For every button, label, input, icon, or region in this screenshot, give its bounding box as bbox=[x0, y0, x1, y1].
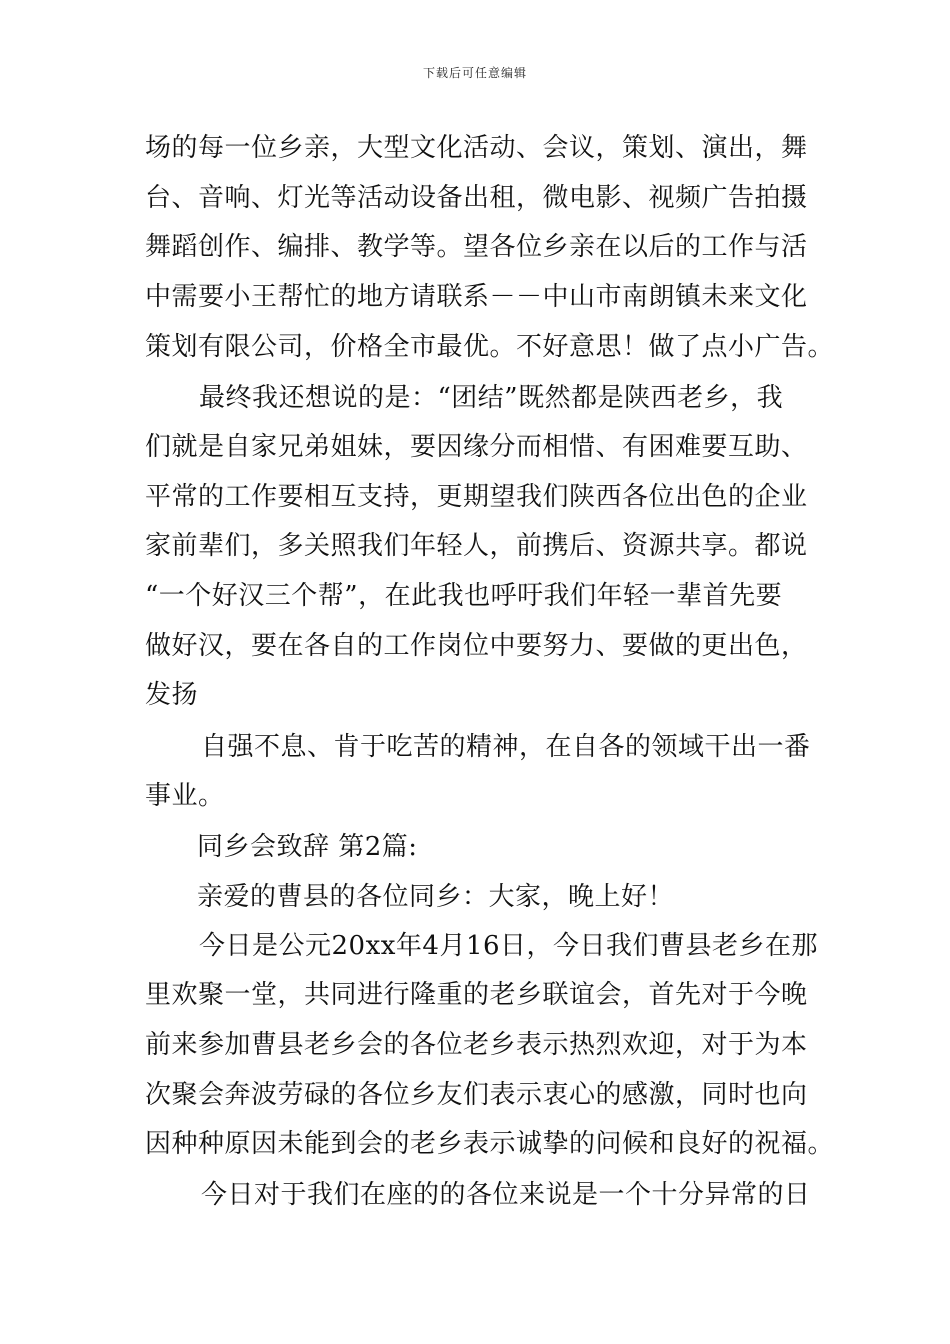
page-header: 下载后可任意编辑 bbox=[422, 66, 527, 80]
paragraph-line: 今日是公元20xx年4月16日，今日我们曹县老乡在那 bbox=[199, 931, 819, 961]
paragraph-line: 平常的工作要相互支持，更期望我们陕西各位出色的企业 bbox=[145, 482, 808, 512]
paragraph-line: 台、音响、灯光等活动设备出租，微电影、视频广告拍摄 bbox=[145, 183, 808, 213]
paragraph-line: 自强不息、肯于吃苦的精神，在自各的领域干出一番 bbox=[201, 732, 811, 762]
paragraph-line: 家前辈们，多关照我们年轻人，前携后、资源共享。都说 bbox=[145, 531, 808, 561]
paragraph-line: 里欢聚一堂，共同进行隆重的老乡联谊会，首先对于今晚 bbox=[145, 980, 808, 1010]
paragraph-line: 因种种原因未能到会的老乡表示诚挚的问候和良好的祝福。 bbox=[145, 1129, 835, 1159]
paragraph-line: 今日对于我们在座的的各位来说是一个十分异常的日 bbox=[201, 1180, 811, 1210]
section-heading: 同乡会致辞 第2篇: bbox=[197, 832, 418, 862]
paragraph-line: 次聚会奔波劳碌的各位乡友们表示衷心的感激，同时也向 bbox=[145, 1080, 808, 1110]
paragraph-line: 场的每一位乡亲，大型文化活动、会议，策划、演出，舞 bbox=[145, 133, 808, 163]
paragraph-line: 事业。 bbox=[145, 781, 225, 811]
paragraph-line: 做好汉，要在各自的工作岗位中要努力、要做的更出色， bbox=[145, 631, 808, 661]
greeting-line: 亲爱的曹县的各位同乡：大家，晚上好！ bbox=[197, 882, 675, 912]
paragraph-line: 最终我还想说的是：“团结”既然都是陕西老乡，我 bbox=[199, 383, 784, 413]
paragraph-line: 前来参加曹县老乡会的各位老乡表示热烈欢迎，对于为本 bbox=[145, 1030, 808, 1060]
paragraph-line: “一个好汉三个帮”，在此我也呼吁我们年轻一辈首先要 bbox=[145, 581, 783, 611]
paragraph-line: 策划有限公司，价格全市最优。不好意思！做了点小广告。 bbox=[145, 332, 835, 362]
paragraph-line: 中需要小王帮忙的地方请联系－－中山市南朗镇未来文化 bbox=[145, 282, 808, 312]
paragraph-line: 舞蹈创作、编排、教学等。望各位乡亲在以后的工作与活 bbox=[145, 232, 808, 262]
paragraph-line: 们就是自家兄弟姐妹，要因缘分而相惜、有困难要互助、 bbox=[145, 432, 808, 462]
paragraph-line: 发扬 bbox=[145, 680, 199, 710]
